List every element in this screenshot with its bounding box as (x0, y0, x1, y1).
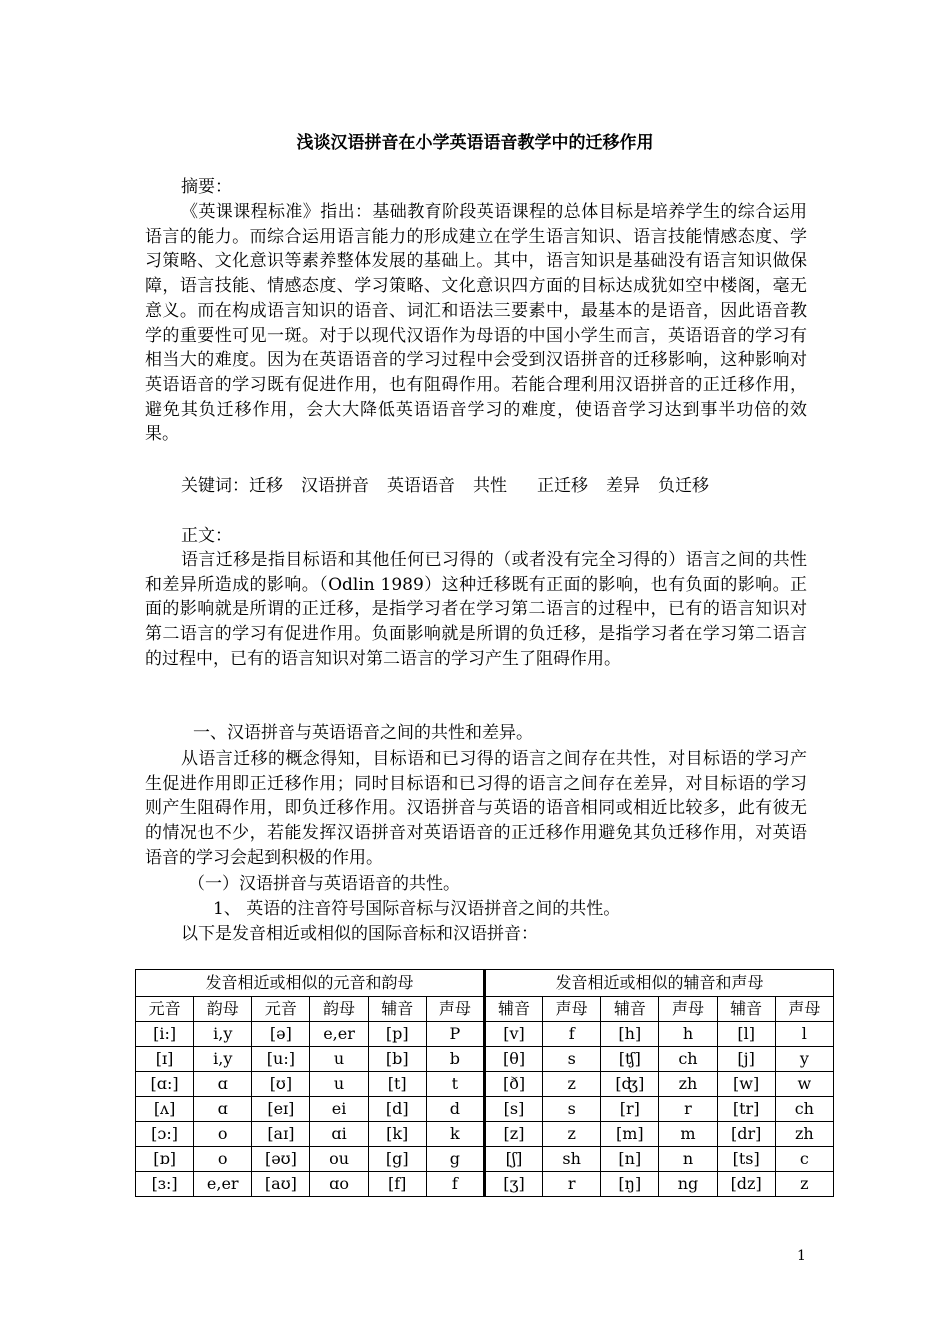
table-cell: [ɒ] (136, 1147, 194, 1172)
table-cell: t (426, 1072, 484, 1097)
table-cell: [əʊ] (252, 1147, 310, 1172)
list-item: 1、 英语的注音符号国际音标与汉语拼音之间的共性。 (213, 899, 621, 919)
table-cell: [ts] (717, 1147, 775, 1172)
table-cell: d (426, 1097, 484, 1122)
section-paragraph: 从语言迁移的概念得知，目标语和已习得的语言之间存在共性，对目标语的学习产生促进作用即正迁移作用；同时目标语和已习得的语言之间存在差异，对目标语的学习则产生阻碍作用，即负迁移作用。汉语拼音与英语的语音相同或相近比较多，此有彼无的情况也不少，若能发挥汉语拼音对英语语音的正迁移作用避免其负迁移作用，对英语语音的学习会起到积极的作用。 (145, 749, 807, 868)
abstract-paragraph: 《英课课程标准》指出：基础教育阶段英语课程的总体目标是培养学生的综合运用语言的能力。而综合运用语言能力的形成建立在学生语言知识、语言技能情感态度、学习策略、文化意识等素养整体发展的基础上。其中，语言知识是基础没有语言知识做保障，语言技能、情感态度、学习策略、文化意识四方面的目标达成犹如空中楼阁，毫无意义。而在构成语言知识的语音、词汇和语法三要素中，最基本的是语音，因此语音教学的重要性可见一斑。对于以现代汉语作为母语的中国小学生而言，英语语音的学习有相当大的难度。因为在英语语音的学习过程中会受到汉语拼音的迁移影响，这种影响对英语语音的学习既有促进作用，也有阻碍作用。若能合理利用汉语拼音的正迁移作用，避免其负迁移作用，会大大降低英语语音学习的难度，使语音学习达到事半功倍的效果。 (145, 202, 807, 445)
table-cell: n (659, 1147, 717, 1172)
table-cell: [ɑ:] (136, 1072, 194, 1097)
table-cell: [ʌ] (136, 1097, 194, 1122)
body-paragraph: 语言迁移是指目标语和其他任何已习得的（或者没有完全习得的）语言之间的共性和差异所造成的影响。（Odlin 1989）这种迁移既有正面的影响，也有负面的影响。正面的影响就是所谓的正迁移，是指学习者在学习第二语言的过程中，已有的语言知识对第二语言的学习有促进作用。负面影响就是所谓的负迁移，是指学习者在学习第二语言的过程中，已有的语言知识对第二语言的学习产生了阻碍作用。 (145, 550, 807, 669)
column-header: 辅音 (368, 997, 426, 1022)
table-cell: m (659, 1122, 717, 1147)
keyword: 正迁移 (537, 476, 588, 496)
table-cell: h (659, 1022, 717, 1047)
table-row (136, 1147, 834, 1172)
table-cell: [ɔ:] (136, 1122, 194, 1147)
column-header: 声母 (426, 997, 484, 1022)
table-cell: [i:] (136, 1022, 194, 1047)
table-cell: ei (310, 1097, 368, 1122)
table-cell: ch (775, 1097, 833, 1122)
table-cell: [eɪ] (252, 1097, 310, 1122)
table-cell: [j] (717, 1047, 775, 1072)
table-cell: [ə] (252, 1022, 310, 1047)
ipa-pinyin-table (135, 969, 834, 1197)
table-cell: r (659, 1097, 717, 1122)
document-title: 浅谈汉语拼音在小学英语语音教学中的迁移作用 (296, 133, 654, 153)
table-cell: [ð] (484, 1072, 542, 1097)
table-cell: [d] (368, 1097, 426, 1122)
table-cell: k (426, 1122, 484, 1147)
table-cell: y (775, 1047, 833, 1072)
table-cell: [f] (368, 1172, 426, 1197)
group-header-consonants: 发音相近或相似的辅音和声母 (484, 970, 833, 997)
table-cell: ou (310, 1147, 368, 1172)
table-cell: z (543, 1122, 601, 1147)
group-header-vowels: 发音相近或相似的元音和韵母 (136, 970, 485, 997)
table-cell: [ɪ] (136, 1047, 194, 1072)
table-cell: [g] (368, 1147, 426, 1172)
column-header: 元音 (252, 997, 310, 1022)
table-cell: e,er (310, 1022, 368, 1047)
table-cell: u (310, 1072, 368, 1097)
keyword: 汉语拼音 (301, 476, 369, 496)
table-cell: i,y (194, 1022, 252, 1047)
table-cell: [p] (368, 1022, 426, 1047)
table-cell: ng (659, 1172, 717, 1197)
table-cell: f (426, 1172, 484, 1197)
page-number: 1 (797, 1248, 806, 1264)
table-row (136, 1172, 834, 1197)
table-cell: g (426, 1147, 484, 1172)
table-intro: 以下是发音相近或相似的国际音标和汉语拼音： (181, 924, 538, 944)
table-cell: [r] (601, 1097, 659, 1122)
table-row (136, 1072, 834, 1097)
table-cell: [l] (717, 1022, 775, 1047)
table-cell: [h] (601, 1022, 659, 1047)
table-row (136, 1122, 834, 1147)
table-cell: o (194, 1147, 252, 1172)
section-heading: 一、汉语拼音与英语语音之间的共性和差异。 (193, 723, 533, 743)
column-header: 声母 (659, 997, 717, 1022)
table-cell: [ʧ] (601, 1047, 659, 1072)
table-cell: w (775, 1072, 833, 1097)
keyword: 共性 (473, 476, 507, 496)
table-cell: f (543, 1022, 601, 1047)
table-cell: P (426, 1022, 484, 1047)
table-cell: [dr] (717, 1122, 775, 1147)
table-cell: [tr] (717, 1097, 775, 1122)
table-cell: b (426, 1047, 484, 1072)
column-header: 韵母 (310, 997, 368, 1022)
table-cell: [ʊ] (252, 1072, 310, 1097)
table-cell: i,y (194, 1047, 252, 1072)
table-cell: u (310, 1047, 368, 1072)
column-header: 声母 (543, 997, 601, 1022)
column-header: 韵母 (194, 997, 252, 1022)
table-cell: [aɪ] (252, 1122, 310, 1147)
table-cell: o (194, 1122, 252, 1147)
table-cell: [dz] (717, 1172, 775, 1197)
keyword: 英语语音 (387, 476, 455, 496)
table-group-header-row (136, 970, 834, 997)
table-cell: [ɜ:] (136, 1172, 194, 1197)
table-cell: [v] (484, 1022, 542, 1047)
keyword: 差异 (606, 476, 640, 496)
table-cell: r (543, 1172, 601, 1197)
table-cell: e,er (194, 1172, 252, 1197)
table-cell: [m] (601, 1122, 659, 1147)
table-cell: [ʃ] (484, 1147, 542, 1172)
table-cell: z (543, 1072, 601, 1097)
abstract-label: 摘要： (181, 177, 232, 197)
table-cell: ɑo (310, 1172, 368, 1197)
table-cell: z (775, 1172, 833, 1197)
table-cell: [z] (484, 1122, 542, 1147)
table-cell: ɑi (310, 1122, 368, 1147)
keyword: 迁移 (249, 476, 283, 496)
table-cell: [b] (368, 1047, 426, 1072)
table-cell: [ʒ] (484, 1172, 542, 1197)
table-column-header-row (136, 997, 834, 1022)
table-cell: [aʊ] (252, 1172, 310, 1197)
table-row (136, 1022, 834, 1047)
table-cell: [t] (368, 1072, 426, 1097)
table-cell: [θ] (484, 1047, 542, 1072)
table-cell: c (775, 1147, 833, 1172)
column-header: 元音 (136, 997, 194, 1022)
keywords-label: 关键词： (181, 476, 249, 496)
table-cell: ch (659, 1047, 717, 1072)
table-cell: [u:] (252, 1047, 310, 1072)
table-cell: l (775, 1022, 833, 1047)
table-cell: zh (659, 1072, 717, 1097)
table-cell: ɑ (194, 1097, 252, 1122)
table-cell: s (543, 1097, 601, 1122)
keywords-line (181, 476, 727, 496)
table-cell: ɑ (194, 1072, 252, 1097)
column-header: 辅音 (484, 997, 542, 1022)
table-cell: [k] (368, 1122, 426, 1147)
column-header: 声母 (775, 997, 833, 1022)
column-header: 辅音 (717, 997, 775, 1022)
table-cell: [s] (484, 1097, 542, 1122)
table-cell: [n] (601, 1147, 659, 1172)
table-cell: [w] (717, 1072, 775, 1097)
column-header: 辅音 (601, 997, 659, 1022)
subsection-heading: （一）汉语拼音与英语语音的共性。 (188, 874, 460, 894)
table-cell: sh (543, 1147, 601, 1172)
table-cell: s (543, 1047, 601, 1072)
table-cell: [ʤ] (601, 1072, 659, 1097)
table-row (136, 1047, 834, 1072)
body-label: 正文： (181, 526, 232, 546)
keyword: 负迁移 (658, 476, 709, 496)
table-cell: zh (775, 1122, 833, 1147)
table-row (136, 1097, 834, 1122)
table-cell: [ŋ] (601, 1172, 659, 1197)
